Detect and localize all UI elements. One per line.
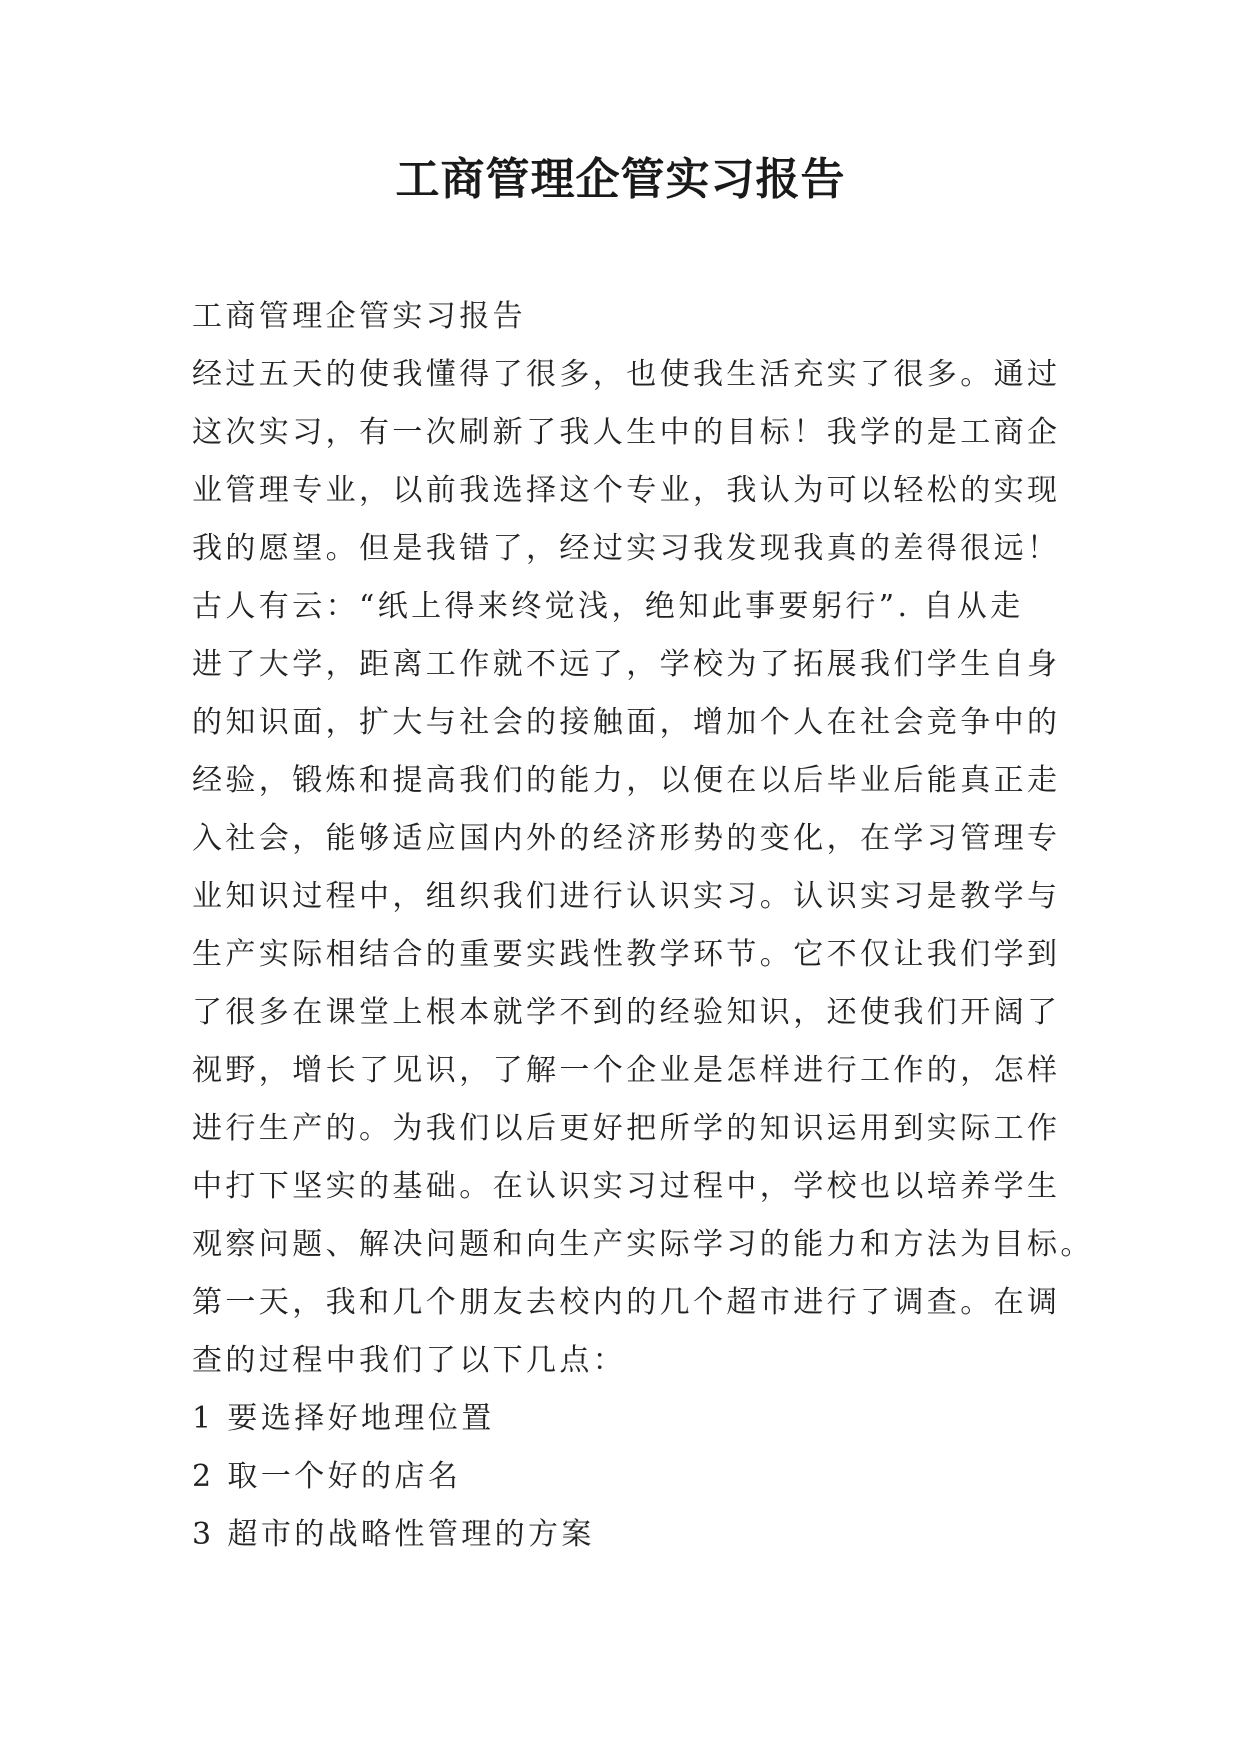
body-line: 生产实际相结合的重要实践性教学环节。它不仅让我们学到 bbox=[192, 937, 1061, 972]
body-line: 业知识过程中，组织我们进行认识实习。认识实习是教学与 bbox=[192, 879, 1061, 914]
body-line: 第一天，我和几个朋友去校内的几个超市进行了调查。在调 bbox=[192, 1285, 1061, 1320]
body-line: 了很多在课堂上根本就学不到的经验知识，还使我们开阔了 bbox=[192, 995, 1061, 1030]
body-line: 经验，锻炼和提高我们的能力，以便在以后毕业后能真正走 bbox=[192, 763, 1061, 798]
document-title: 工商管理企管实习报告 bbox=[395, 154, 846, 205]
body-line: 古人有云：“纸上得来终觉浅，绝知此事要躬行”. 自从走 bbox=[192, 589, 1024, 624]
body-line: 工商管理企管实习报告 bbox=[192, 299, 526, 334]
body-line: 的知识面，扩大与社会的接触面，增加个人在社会竞争中的 bbox=[192, 705, 1061, 740]
body-line: 入社会，能够适应国内外的经济形势的变化，在学习管理专 bbox=[192, 821, 1061, 856]
list-item: 2 取一个好的店名 bbox=[192, 1459, 462, 1494]
body-line: 查的过程中我们了以下几点： bbox=[192, 1343, 627, 1378]
document-body bbox=[192, 288, 1094, 1564]
body-line: 这次实习，有一次刷新了我人生中的目标！我学的是工商企 bbox=[192, 415, 1061, 450]
body-line: 中打下坚实的基础。在认识实习过程中，学校也以培养学生 bbox=[192, 1169, 1061, 1204]
body-line: 经过五天的使我懂得了很多，也使我生活充实了很多。通过 bbox=[192, 357, 1061, 392]
list-item: 3 超市的战略性管理的方案 bbox=[192, 1517, 595, 1552]
body-line: 我的愿望。但是我错了，经过实习我发现我真的差得很远！ bbox=[192, 531, 1061, 566]
list-item: 1 要选择好地理位置 bbox=[192, 1401, 495, 1436]
body-line: 观察问题、解决问题和向生产实际学习的能力和方法为目标。 bbox=[192, 1227, 1094, 1262]
body-line: 进了大学，距离工作就不远了，学校为了拓展我们学生自身 bbox=[192, 647, 1061, 682]
body-line: 进行生产的。为我们以后更好把所学的知识运用到实际工作 bbox=[192, 1111, 1061, 1146]
body-line: 视野，增长了见识，了解一个企业是怎样进行工作的，怎样 bbox=[192, 1053, 1061, 1088]
body-line: 业管理专业，以前我选择这个专业，我认为可以轻松的实现 bbox=[192, 473, 1061, 508]
